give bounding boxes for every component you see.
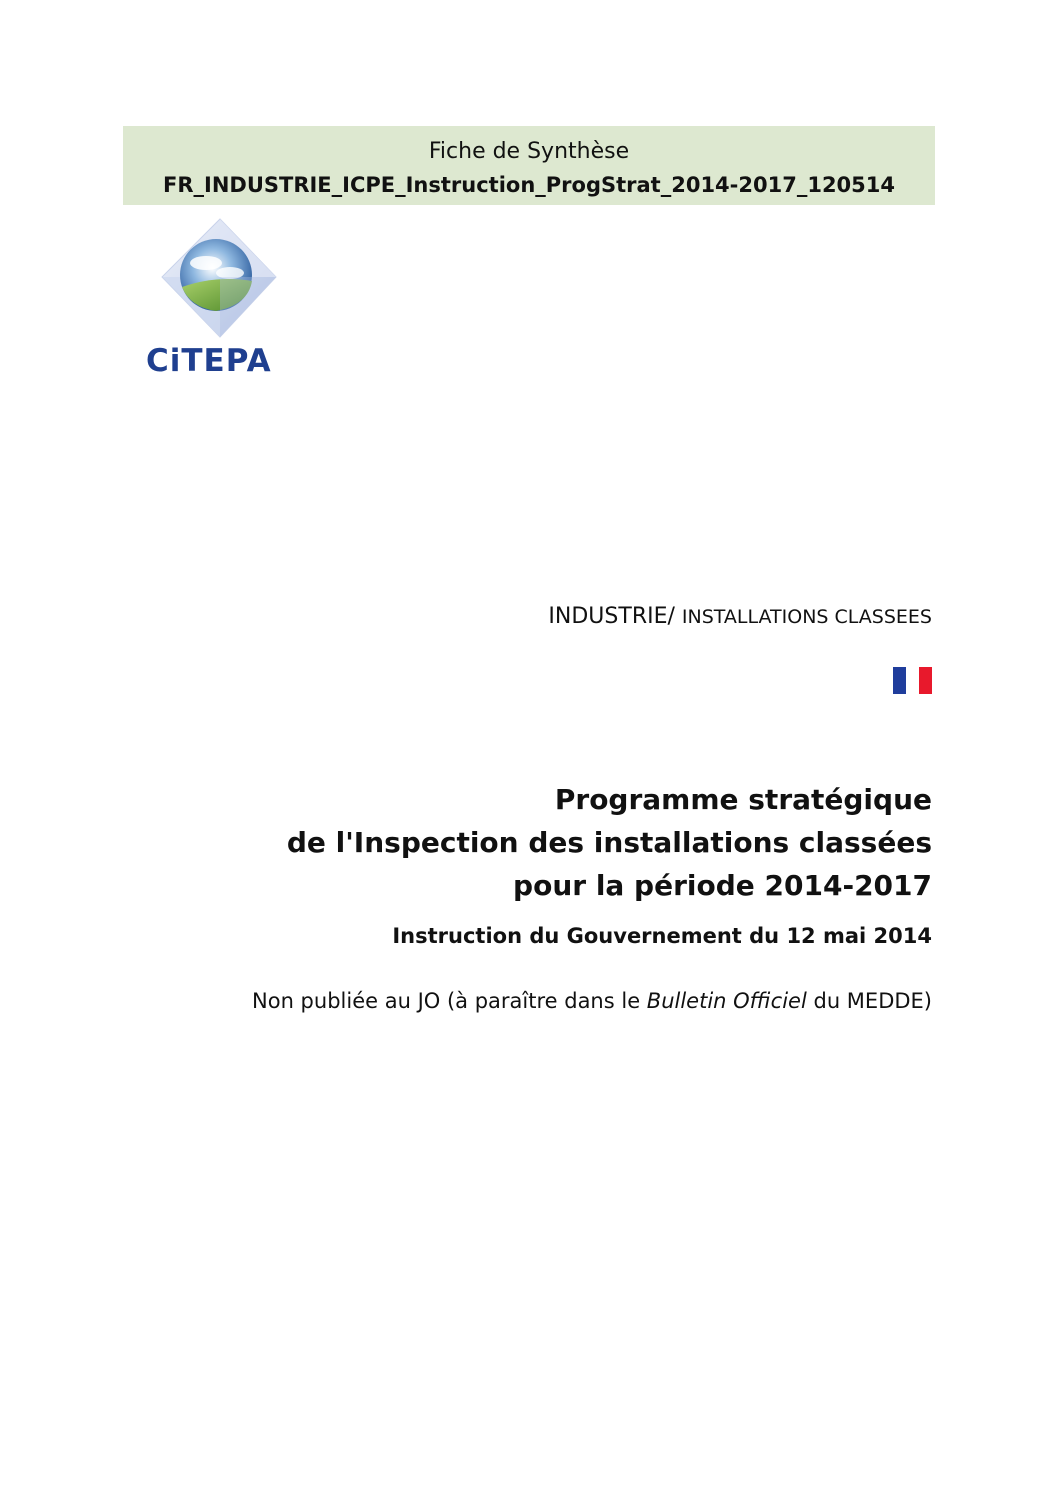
- title-line-3: pour la période 2014-2017: [513, 869, 932, 902]
- logo-globe-icon: [140, 215, 300, 345]
- logo-wordmark: CiTEPA: [146, 343, 272, 379]
- title-line-2: de l'Inspection des installations classées: [286, 826, 932, 859]
- category-main: INDUSTRIE/: [548, 604, 675, 629]
- title-line-1: Programme stratégique: [554, 783, 932, 816]
- french-flag-icon: [893, 667, 932, 694]
- note-before: Non publiée au JO (à paraître dans le: [252, 989, 647, 1013]
- document-subtitle: Instruction du Gouvernement du 12 mai 2014: [392, 924, 932, 948]
- note-after: du MEDDE): [806, 989, 932, 1013]
- category-label: [548, 604, 932, 629]
- header-title: Fiche de Synthèse: [428, 139, 630, 164]
- note-italic: Bulletin Officiel: [646, 989, 807, 1013]
- citepa-logo: [140, 215, 300, 385]
- document-reference: FR_INDUSTRIE_ICPE_Instruction_ProgStrat_2014-2017_120514: [162, 173, 896, 197]
- header-box: [123, 126, 935, 205]
- publication-note: [252, 989, 932, 1013]
- document-title: [287, 778, 932, 907]
- category-sub: INSTALLATIONS CLASSEES: [681, 606, 932, 628]
